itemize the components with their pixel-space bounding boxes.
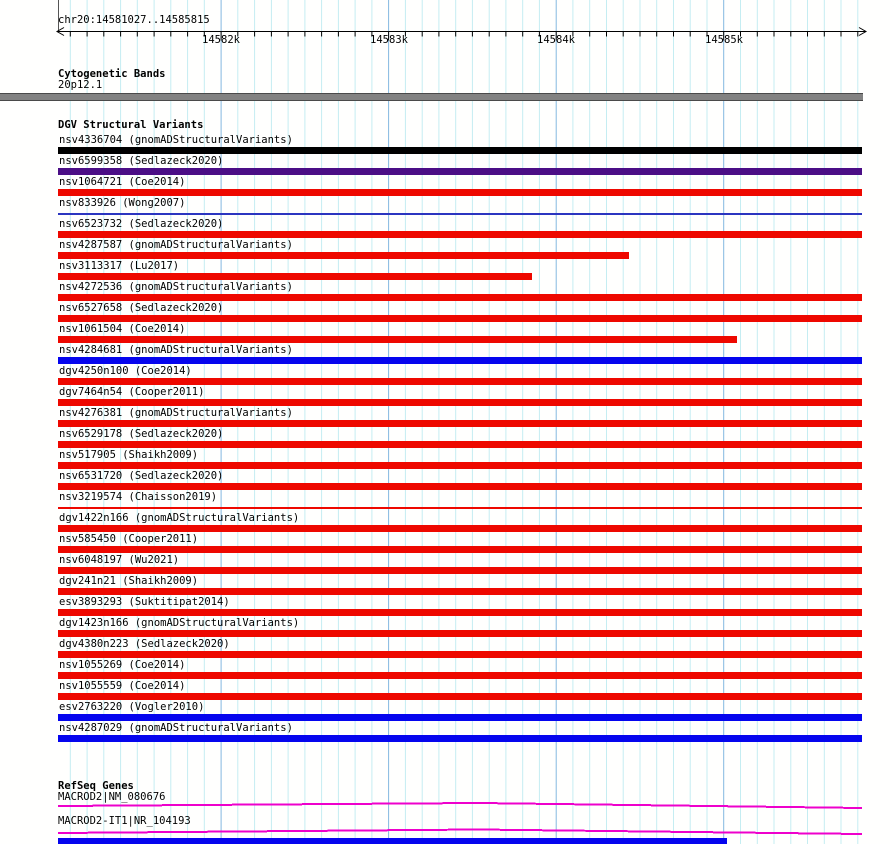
variant-bar[interactable] bbox=[58, 441, 862, 448]
variant-label: nsv1055269 (Coe2014) bbox=[59, 659, 186, 671]
variant-bar[interactable] bbox=[58, 546, 862, 553]
cytoband-bar[interactable] bbox=[0, 93, 863, 101]
variant-label: nsv1055559 (Coe2014) bbox=[59, 680, 186, 692]
variant-label: nsv6531720 (Sedlazeck2020) bbox=[59, 470, 224, 482]
ruler-tick-label: 14584k bbox=[537, 34, 575, 46]
variant-bar[interactable] bbox=[58, 213, 862, 215]
variant-label: dgv1422n166 (gnomADStructuralVariants) bbox=[59, 512, 300, 524]
variant-bar[interactable] bbox=[58, 735, 862, 742]
ruler-tick-label: 14582k bbox=[202, 34, 240, 46]
variant-bar[interactable] bbox=[58, 462, 862, 469]
variant-label: nsv6527658 (Sedlazeck2020) bbox=[59, 302, 224, 314]
variant-label: nsv4276381 (gnomADStructuralVariants) bbox=[59, 407, 293, 419]
variant-label: dgv7464n54 (Cooper2011) bbox=[59, 386, 205, 398]
refseq-genes-title: RefSeq Genes bbox=[58, 780, 134, 792]
variant-bar[interactable] bbox=[58, 189, 862, 196]
variant-label: nsv833926 (Wong2007) bbox=[59, 197, 186, 209]
variant-label: dgv4250n100 (Coe2014) bbox=[59, 365, 192, 377]
variant-bar[interactable] bbox=[58, 336, 737, 343]
variant-label: nsv4336704 (gnomADStructuralVariants) bbox=[59, 134, 293, 146]
variant-label: nsv4284681 (gnomADStructuralVariants) bbox=[59, 344, 293, 356]
variant-label: dgv1423n166 (gnomADStructuralVariants) bbox=[59, 617, 300, 629]
variant-bar[interactable] bbox=[58, 672, 862, 679]
variant-bar[interactable] bbox=[58, 420, 862, 427]
variant-label: esv3893293 (Suktitipat2014) bbox=[59, 596, 230, 608]
variant-bar[interactable] bbox=[58, 252, 629, 259]
variant-bar[interactable] bbox=[58, 693, 862, 700]
variant-bar[interactable] bbox=[58, 231, 862, 238]
variant-bar[interactable] bbox=[58, 714, 862, 721]
variant-label: nsv3113317 (Lu2017) bbox=[59, 260, 180, 272]
gene-intron-line[interactable] bbox=[58, 830, 862, 835]
variant-bar[interactable] bbox=[58, 294, 862, 301]
variant-bar[interactable] bbox=[58, 399, 862, 406]
variant-bar[interactable] bbox=[58, 507, 862, 509]
variant-bar[interactable] bbox=[58, 483, 862, 490]
variant-bar[interactable] bbox=[58, 357, 862, 364]
dgv-structural-variants-title: DGV Structural Variants bbox=[58, 119, 204, 131]
variant-label: dgv241n21 (Shaikh2009) bbox=[59, 575, 199, 587]
variant-bar[interactable] bbox=[58, 567, 862, 574]
variant-label: nsv6529178 (Sedlazeck2020) bbox=[59, 428, 224, 440]
cytoband-label: 20p12.1 bbox=[58, 79, 103, 91]
variant-label: esv2763220 (Vogler2010) bbox=[59, 701, 205, 713]
variant-bar[interactable] bbox=[58, 651, 862, 658]
variant-bar[interactable] bbox=[58, 609, 862, 616]
variant-bar[interactable] bbox=[58, 378, 862, 385]
partial-track-bar[interactable] bbox=[58, 838, 727, 844]
ruler-tick-label: 14585k bbox=[705, 34, 743, 46]
variant-label: nsv6048197 (Wu2021) bbox=[59, 554, 180, 566]
variant-label: nsv3219574 (Chaisson2019) bbox=[59, 491, 218, 503]
variant-label: nsv1064721 (Coe2014) bbox=[59, 176, 186, 188]
variant-bar[interactable] bbox=[58, 315, 862, 322]
variant-label: nsv1061504 (Coe2014) bbox=[59, 323, 186, 335]
variant-label: nsv4272536 (gnomADStructuralVariants) bbox=[59, 281, 293, 293]
variant-label: nsv585450 (Cooper2011) bbox=[59, 533, 199, 545]
variant-label: dgv4380n223 (Sedlazeck2020) bbox=[59, 638, 230, 650]
region-label: chr20:14581027..14585815 bbox=[58, 14, 210, 26]
variant-bar[interactable] bbox=[58, 147, 862, 154]
gene-label: MACROD2|NM_080676 bbox=[58, 791, 166, 803]
variant-bar[interactable] bbox=[58, 273, 532, 280]
variant-label: nsv4287029 (gnomADStructuralVariants) bbox=[59, 722, 293, 734]
ruler-tick-label: 14583k bbox=[370, 34, 408, 46]
gene-intron-line[interactable] bbox=[58, 803, 862, 808]
variant-bar[interactable] bbox=[58, 525, 862, 532]
variant-bar[interactable] bbox=[58, 588, 862, 595]
variant-label: nsv6599358 (Sedlazeck2020) bbox=[59, 155, 224, 167]
gene-label: MACROD2-IT1|NR_104193 bbox=[58, 815, 191, 827]
variant-label: nsv4287587 (gnomADStructuralVariants) bbox=[59, 239, 293, 251]
variant-label: nsv6523732 (Sedlazeck2020) bbox=[59, 218, 224, 230]
variant-bar[interactable] bbox=[58, 630, 862, 637]
variant-label: nsv517905 (Shaikh2009) bbox=[59, 449, 199, 461]
variant-bar[interactable] bbox=[58, 168, 862, 175]
cytogenetic-bands-title: Cytogenetic Bands bbox=[58, 68, 166, 80]
